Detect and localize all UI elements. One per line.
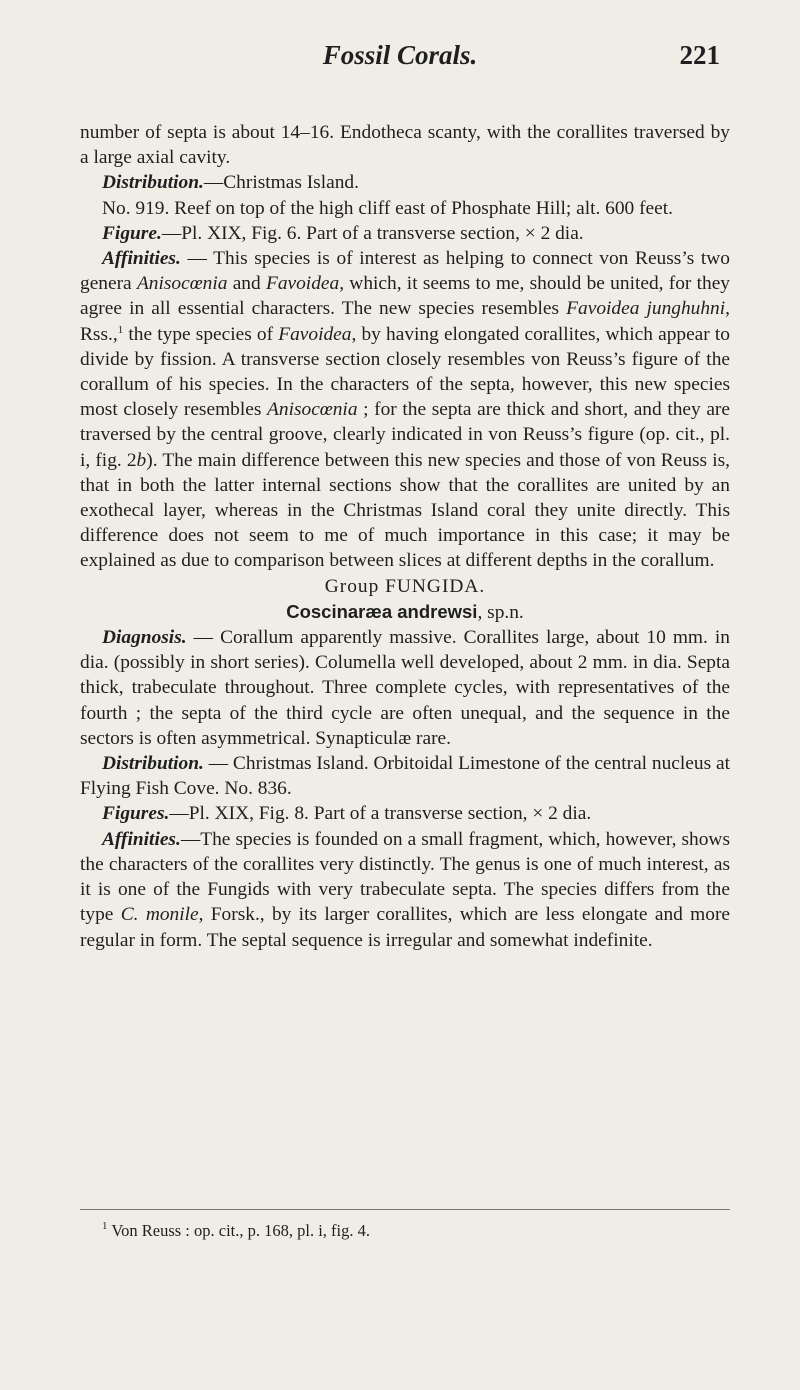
figure-1 (80, 221, 730, 246)
affinities-2 (80, 827, 730, 953)
diagnosis (80, 625, 730, 751)
running-title: Fossil Corals. (322, 40, 478, 70)
body-text (80, 120, 730, 953)
distribution-label: Distribution. (102, 172, 204, 194)
affinities-text: , by having elongated corallites, which appear to divide by fission. A transverse section closely resembles von Reuss’s figure of the corallum of his species. In the characters of the septa, however, this new species most closely resembles (80, 323, 730, 421)
affinities-text: — This species is of interest as helping to connect von Reuss’s two genera (80, 248, 730, 295)
footnote-marker: 1 (102, 1220, 108, 1232)
paragraph-septa: number of septa is about 14–16. Endotheca scanty, with the corallites traversed by a large axial cavity. (80, 122, 730, 169)
footnote (102, 1221, 370, 1241)
figures-2 (80, 801, 730, 826)
distribution-2 (80, 751, 730, 801)
species-suffix: , sp.n. (477, 601, 524, 623)
distribution-label: Distribution. (102, 753, 204, 775)
footnote-text: Von Reuss : op. cit., p. 168, pl. i, fig. 4. (107, 1221, 370, 1240)
group-heading: Group FUNGIDA. (324, 575, 486, 597)
genus-name: Anisocœnia (267, 399, 358, 421)
species-title: Coscinaræa andrewsi (286, 600, 478, 622)
distribution-text: — Christmas Island. Orbitoidal Limestone of the central nucleus at Flying Fish Cove. No. 836. (80, 753, 730, 800)
figure-text: —Pl. XIX, Fig. 6. Part of a transverse section, × 2 dia. (161, 222, 584, 244)
affinities-text: ; for the septa are thick and short, and they are traversed by the central groove, clearly indicated in von Reuss’s figure (op. cit., pl. i, fig. 2 (80, 399, 730, 471)
genus-name: Favoidea (278, 323, 352, 345)
figures-text: —Pl. XIX, Fig. 8. Part of a transverse section, × 2 dia. (169, 803, 592, 825)
affinities-label: Affinities. (102, 828, 181, 850)
affinities-label: Affinities. (102, 248, 181, 270)
affinities-text: the type species of (123, 323, 279, 345)
species-heading (80, 599, 730, 625)
affinities-text: , Forsk., by its larger corallites, which are less elongate and more regular in form. The septal sequence is irregular and somewhat indefinite. (80, 904, 731, 951)
species-name: Favoidea junghuhni (566, 298, 726, 320)
species-name: C. monile (120, 904, 199, 926)
distribution-text: —Christmas Island. (203, 172, 359, 194)
diagnosis-label: Diagnosis. (102, 627, 187, 649)
diagnosis-text: — Corallum apparently massive. Corallites large, about 10 mm. in dia. (possibly in short series). Columella well developed, about 2 mm. in dia. Septa thick, trabeculate throughout. Three complete cycles, with representatives of the fourth ; the septa of the third cycle are often unequal, and the sequence in the sectors is often asymmetrical. Synapticulæ rare. (80, 627, 730, 749)
distribution-1 (80, 170, 730, 195)
page-number: 221 (679, 40, 720, 70)
figure-letter: b (136, 449, 147, 471)
affinities-text: —The species is founded on a small fragment, which, however, shows the characters of the corallites very distinctly. The genus is one of much interest, as it is one of the Fungids with very trabeculate septa. The species differs from the type (80, 828, 730, 926)
figures-label: Figures. (102, 803, 170, 825)
page-header (0, 40, 800, 90)
genus-name: Favoidea (265, 273, 340, 295)
affinities-text: , Rss., (80, 298, 731, 345)
footnote-ref: 1 (117, 323, 124, 336)
genus-name: Anisocœnia (136, 273, 228, 295)
figure-label: Figure. (102, 222, 162, 244)
affinities-text: and (227, 273, 266, 295)
affinities-text: , which, it seems to me, should be united, for they agree in all essential characters. The new species resembles (80, 273, 731, 320)
affinities-1 (80, 246, 730, 574)
footnote-divider (80, 1209, 730, 1210)
affinities-text: ). The main difference between this new species and those of von Reuss is, that in both the latter internal sections show that the corallites are united by an exothecal layer, whereas in the Christmas Island coral they unite directly. This difference does not seem to me of much importance in this case; it may be explained as due to comparison between slices at different depths in the corallum. (80, 449, 730, 572)
specimen-no-919: No. 919. Reef on top of the high cliff east of Phosphate Hill; alt. 600 feet. (102, 197, 674, 219)
